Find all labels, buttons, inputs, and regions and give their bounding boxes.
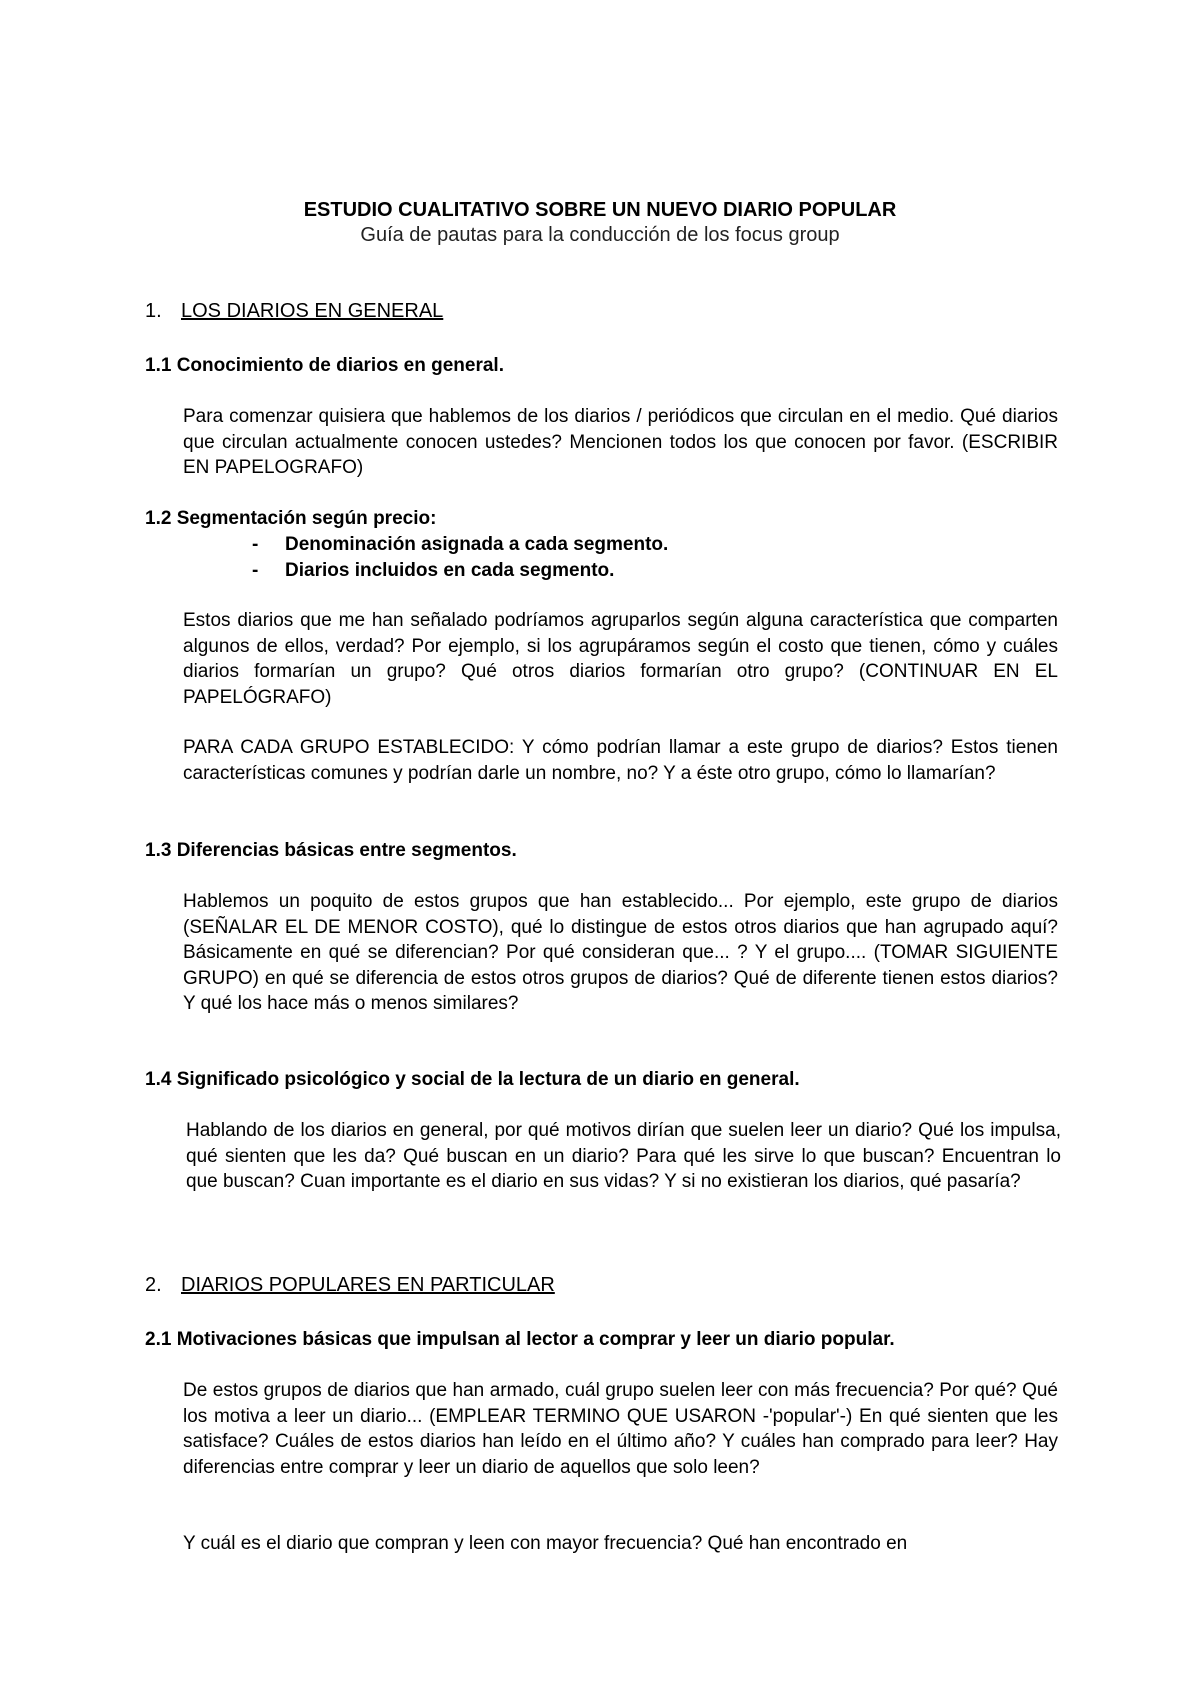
section-title: LOS DIARIOS EN GENERAL [181,300,444,322]
section-1-heading [145,299,443,325]
bullet-text: Denominación asignada a cada segmento. [285,534,669,555]
bullet-marker: - [252,559,259,581]
bullet-item [252,532,668,558]
document-title: ESTUDIO CUALITATIVO SOBRE UN NUEVO DIARIO POPULAR [303,199,897,221]
section-number: 2. [145,1274,162,1296]
subsection-1-4-heading: 1.4 Significado psicológico y social de la lectura de un diario en general. [145,1069,800,1090]
subsection-2-1-heading: 2.1 Motivaciones básicas que impulsan al lector a comprar y leer un diario popular. [145,1329,895,1350]
section-title: DIARIOS POPULARES EN PARTICULAR [181,1274,555,1296]
bullet-text: Diarios incluidos en cada segmento. [285,559,615,581]
subsection-1-4-paragraph: Hablando de los diarios en general, por qué motivos dirían que suelen leer un diario? Qué los impulsa, qué sienten que les da? Qué buscan en un diario? Para qué les sirve lo que buscan? Encuentran lo que buscan? Cuan importante es el diario en sus vidas? Y si no existieran los diarios, qué pasaría? [186,1120,1061,1192]
subsection-2-1-paragraph-2: Y cuál es el diario que compran y leen con mayor frecuencia? Qué han encontrado en [183,1533,908,1554]
section-number: 1. [145,300,162,322]
section-2-heading [145,1273,555,1299]
subsection-1-2-paragraph-2: PARA CADA GRUPO ESTABLECIDO: Y cómo podrían llamar a este grupo de diarios? Estos tienen características comunes y podrían darle un nombre, no? Y a éste otro grupo, cómo lo llamarían? [183,737,1058,784]
subsection-1-2-paragraph-1: Estos diarios que me han señalado podríamos agruparlos según alguna característica que comparten algunos de ellos, verdad? Por ejemplo, si los agrupáramos según el costo que tienen, cómo y cuáles diarios formarían un grupo? Qué otros diarios formarían otro grupo? (CONTINUAR EN EL PAPELÓGRAFO) [183,610,1058,708]
subsection-1-2-bullets [252,532,668,583]
subsection-1-1-paragraph: Para comenzar quisiera que hablemos de los diarios / periódicos que circulan en el medio. Qué diarios que circulan actualmente conocen ustedes? Mencionen todos los que conocen por favor. (ESCRIBIR EN PAPELOGRAFO) [183,406,1058,478]
document-subtitle: Guía de pautas para la conducción de los focus group [360,224,840,246]
subsection-1-1-heading: 1.1 Conocimiento de diarios en general. [145,355,504,376]
bullet-marker: - [252,534,259,555]
bullet-item [252,558,668,584]
subsection-1-3-paragraph: Hablemos un poquito de estos grupos que han establecido... Por ejemplo, este grupo de diarios (SEÑALAR EL DE MENOR COSTO), qué lo distingue de estos otros diarios que han agrupado aquí? Básicamente en qué se diferencian? Por qué consideran que... ? Y el grupo.... (TOMAR SIGUIENTE GRUPO) en qué se diferencia de estos otros grupos de diarios? Qué de diferente tienen estos diarios? Y qué los hace más o menos similares? [183,891,1058,1014]
subsection-1-2-heading: 1.2 Segmentación según precio: [145,508,437,529]
subsection-1-3-heading: 1.3 Diferencias básicas entre segmentos. [145,840,517,861]
subsection-2-1-paragraph-1: De estos grupos de diarios que han armado, cuál grupo suelen leer con más frecuencia? Por qué? Qué los motiva a leer un diario... (EMPLEAR TERMINO QUE USARON -'popular'-) En qué sienten que les satisface? Cuáles de estos diarios han leído en el último año? Y cuáles han comprado para leer? Hay diferencias entre comprar y leer un diario de aquellos que solo leen? [183,1380,1058,1478]
